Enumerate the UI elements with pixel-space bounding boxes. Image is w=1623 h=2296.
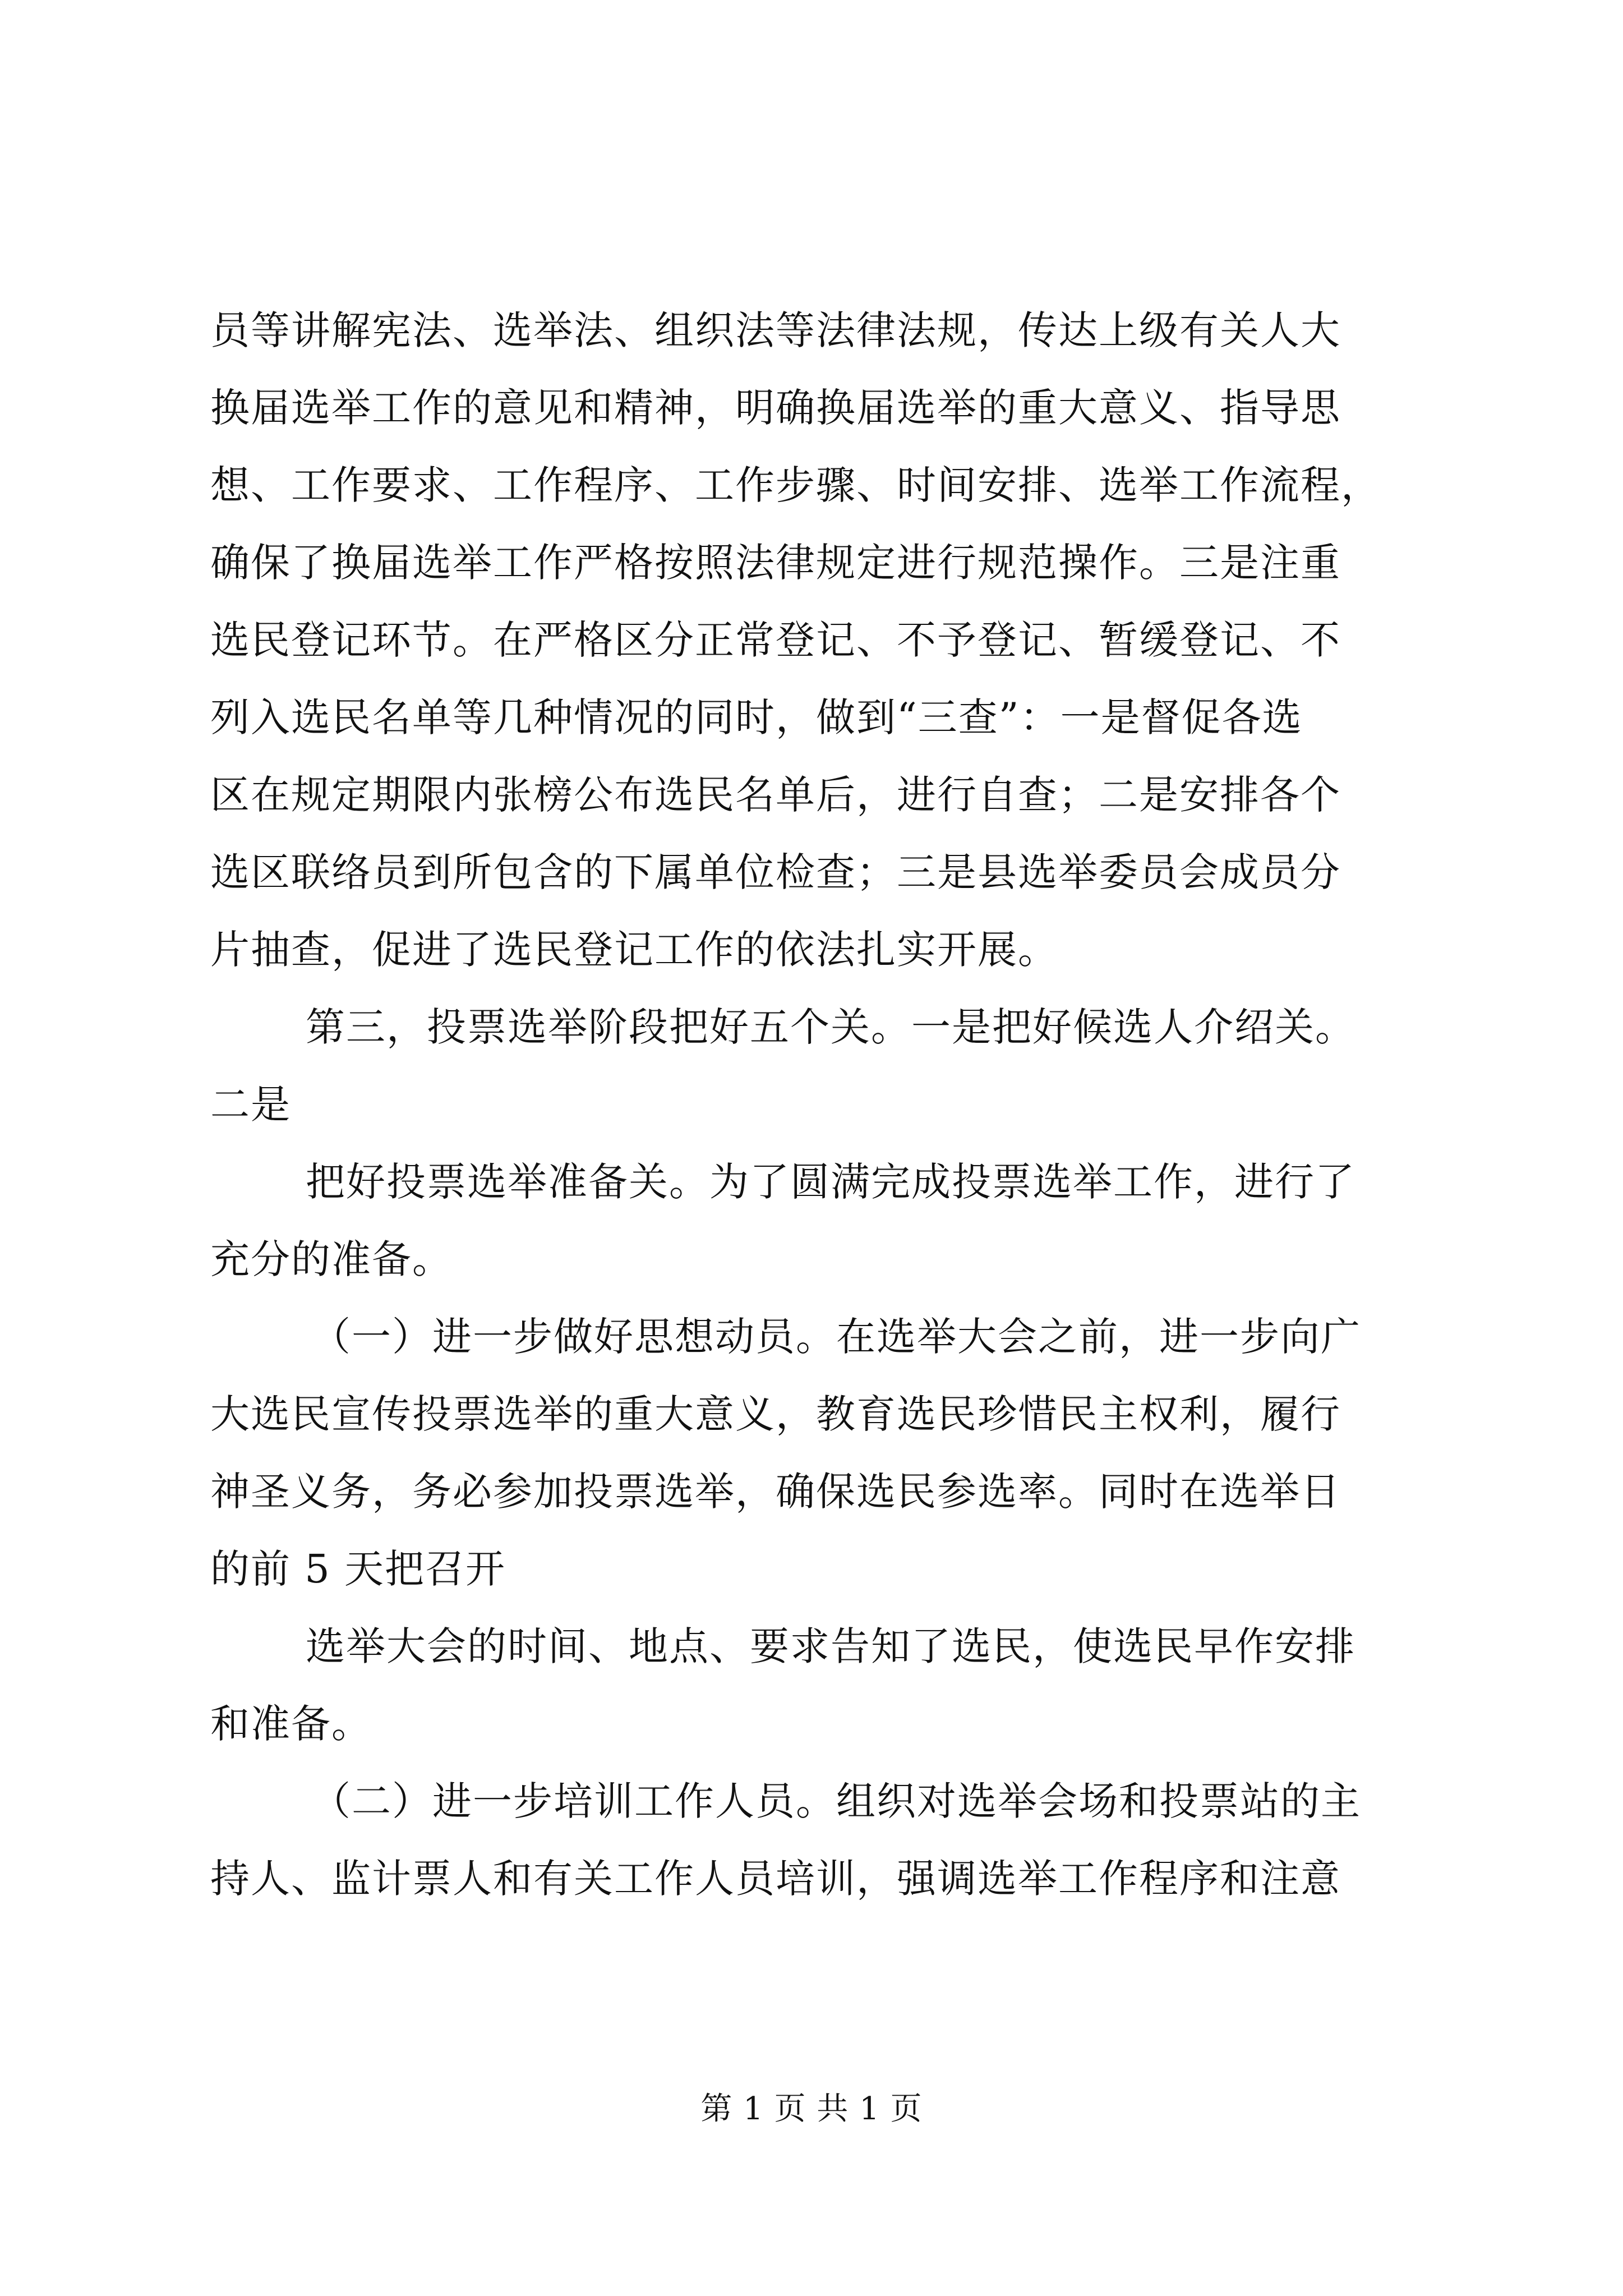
text-line: 片抽查，促进了选民登记工作的依法扎实开展。 — [210, 927, 1058, 973]
text-line: 把好投票选举准备关。为了圆满完成投票选举工作，进行了 — [306, 1159, 1355, 1205]
text-line: 员等讲解宪法、选举法、组织法等法律法规，传达上级有关人大 — [210, 307, 1341, 353]
text-line: 选民登记环节。在严格区分正常登记、不予登记、暂缓登记、不 — [210, 617, 1341, 663]
text-line: 想、工作要求、工作程序、工作步骤、时间安排、选举工作流程， — [210, 462, 1381, 508]
text-line: 的前 5 天把召开 — [210, 1546, 506, 1592]
text-line: 持人、监计票人和有关工作人员培训，强调选举工作程序和注意 — [210, 1856, 1341, 1902]
text-line: 列入选民名单等几种情况的同时，做到“三查”：一是督促各选 — [210, 694, 1303, 740]
text-line: 确保了换届选举工作严格按照法律规定进行规范操作。三是注重 — [210, 540, 1341, 586]
text-line: 大选民宣传投票选举的重大意义，教育选民珍惜民主权利，履行 — [210, 1391, 1341, 1437]
text-line: 换届选举工作的意见和精神，明确换届选举的重大意义、指导思 — [210, 385, 1341, 431]
body-text — [210, 292, 1416, 1917]
text-line: 神圣义务，务必参加投票选举，确保选民参选率。同时在选举日 — [210, 1469, 1341, 1515]
page-number-label: 第 1 页 共 1 页 — [700, 2091, 923, 2127]
text-line: 区在规定期限内张榜公布选民名单后，进行自查；二是安排各个 — [210, 772, 1341, 818]
text-line: 二是 — [210, 1082, 291, 1128]
text-line: （二）进一步培训工作人员。组织对选举会场和投票站的主 — [311, 1778, 1361, 1824]
text-line: 选举大会的时间、地点、要求告知了选民，使选民早作安排 — [306, 1623, 1355, 1669]
text-line: 和准备。 — [210, 1701, 372, 1747]
page-footer — [0, 2087, 1623, 2132]
text-line: 充分的准备。 — [210, 1236, 453, 1282]
text-line: 选区联络员到所包含的下属单位检查；三是县选举委员会成员分 — [210, 849, 1341, 895]
text-line: 第三，投票选举阶段把好五个关。一是把好候选人介绍关。 — [306, 1004, 1355, 1050]
text-line: （一）进一步做好思想动员。在选举大会之前，进一步向广 — [311, 1314, 1361, 1360]
